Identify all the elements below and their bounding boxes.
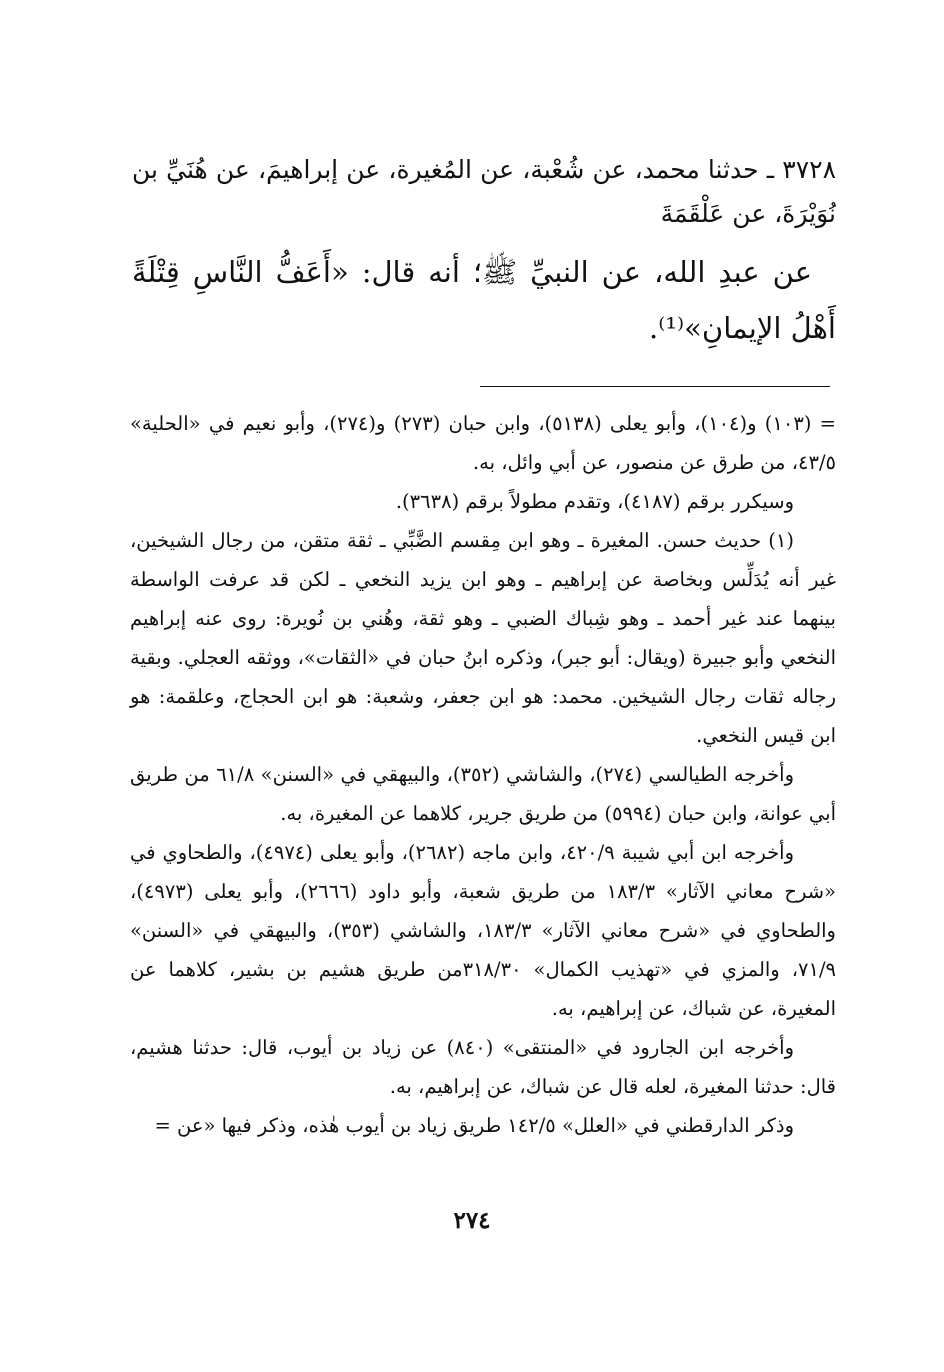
main-text [132,148,836,356]
footnote-continuation-text: = (١٠٣) و(١٠٤)، وأبو يعلى (٥١٣٨)، وابن حبان (٢٧٣) و(٢٧٤)، وأبو نعيم في «الحلية» ٤٣/٥، من طرق عن منصور، عن أبي وائل، به. [130,412,836,474]
footnote-continuation [130,404,836,482]
footnote-1-paragraph-3: وأخرجه ابن أبي شيبة ٤٢٠/٩، وابن ماجه (٢٦٨٢)، وأبو يعلى (٤٩٧٤)، والطحاوي في «شرح معاني الآثار» ١٨٣/٣ من طريق شعبة، وأبو داود (٢٦٦٦)، وأبو يعلى (٤٩٧٣)، والطحاوي في «شرح معاني الآثار» ١٨٣/٣، والشاشي (٣٥٣)، والبيهقي في «السنن» ٧١/٩، والمزي في «تهذيب الكمال» ٣١٨/٣٠من طريق هشيم بن بشير، كلاهما عن المغيرة، عن شباك، عن إبراهيم، به. [130,841,836,1020]
footnote-1-paragraph-1: (١) حديث حسن. المغيرة ـ وهو ابن مِقسم الضَّبِّي ـ ثقة متقن، من رجال الشيخين، غير أنه يُدَلِّس وبخاصة عن إبراهيم ـ وهو ابن يزيد النخعي ـ لكن قد عرفت الواسطة بينهما عند غير أحمد ـ وهو شِباك الضبي ـ وهو ثقة، وهُني بن نُويرة: روى عنه إبراهيم النخعي وأبو جبيرة (ويقال: أبو جبر)، وذكره ابنُ حبان في «الثقات»، ووثقه العجلي. وبقية رجاله ثقات رجال الشيخين. محمد: هو ابن جعفر، وشعبة: هو ابن الحجاج، وعلقمة: هو ابن قيس النخعي. [130,529,836,747]
page-number: ٢٧٤ [453,1207,491,1234]
footnotes [130,404,836,1145]
footnote-1-paragraph-5: وذكر الدارقطني في «العلل» ١٤٢/٥ طريق زياد بن أيوب هٰذه، وذكر فيها «عن = [154,1114,794,1137]
footnote-1-paragraph-2: وأخرجه الطيالسي (٢٧٤)، والشاشي (٣٥٢)، والبيهقي في «السنن» ٦١/٨ من طريق أبي عوانة، وابن حبان (٥٩٩٤) من طريق جرير، كلاهما عن المغيرة، به. [130,763,836,825]
footnote-continuation-end: وسيكرر برقم (٤١٨٧)، وتقدم مطولاً برقم (٣٦٣٨). [395,490,794,513]
hadith-matn: عن عبدِ الله، عن النبيِّ ﷺ؛ أنه قال: «أَعَفُّ النَّاسِ قِتْلَةً أَهْلُ الإيمانِ»⁽¹⁾. [132,255,836,345]
footnote-1-paragraph-4: وأخرجه ابن الجارود في «المنتقى» (٨٤٠) عن زياد بن أيوب، قال: حدثنا هشيم، قال: حدثنا المغيرة، لعله قال عن شباك، عن إبراهيم، به. [130,1036,836,1098]
footnote-divider [480,386,830,387]
hadith-isnad: ٣٧٢٨ ـ حدثنا محمد، عن شُعْبة، عن المُغيرة، عن إبراهيمَ، عن هُنَيِّ بن نُوَيْرَةَ، عن عَلْقَمَةَ [132,155,836,228]
